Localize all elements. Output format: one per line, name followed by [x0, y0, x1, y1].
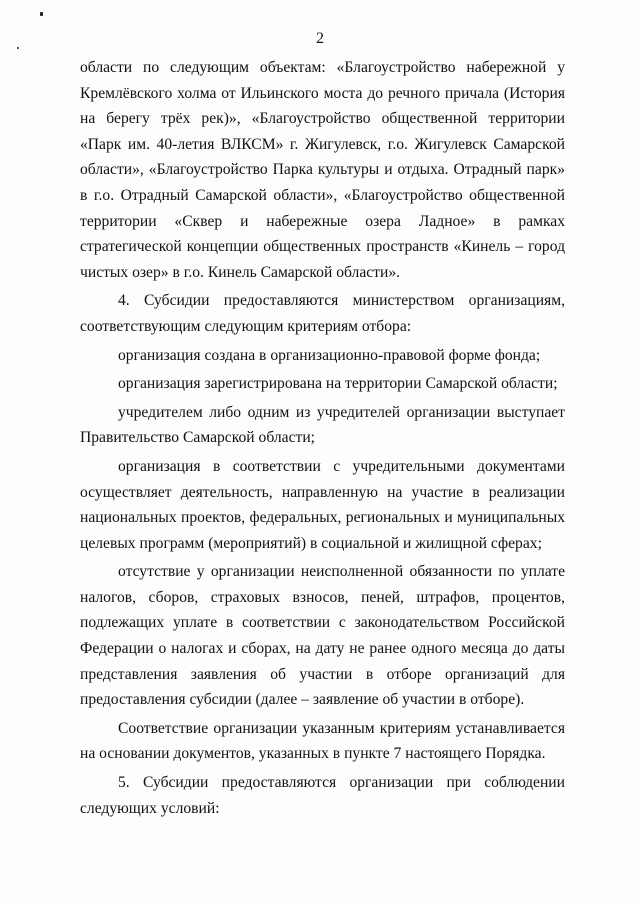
criterion-activity: организация в соответствии с учредительными документами осуществляет деятельность, направленную на участие в реализации национальных проектов, федеральных, региональных и муниципальных целевых программ (мероприятий) в социальной и жилищной сферах; [80, 457, 565, 552]
paragraph-criteria-confirmation: Соответствие организации указанным критериям устанавливается на основании документов, указанных в пункте 7 настоящего Порядка. [80, 719, 565, 763]
scan-speck [40, 12, 43, 16]
criterion-no-tax-debt: отсутствие у организации неисполненной обязанности по уплате налогов, сборов, страховых взносов, пеней, штрафов, процентов, подлежащих уплате в соответствии с законодательством Российской Федерации о налогах и сборах, на дату не ранее одного месяца до даты представления заявления об участии в отборе организаций для предоставления субсидии (далее – заявление об участии в отборе). [80, 563, 565, 709]
page-number: 2 [316, 30, 324, 47]
criterion-fund-form: организация создана в организационно-правовой форме фонда; [118, 346, 541, 364]
paragraph-objects-list: области по следующим объектам: «Благоустройство набережной у Кремлёвского холма от Ильинского моста до речного причала (История на берегу трёх рек)», «Благоустройство общественной территории «Парк им. 40-летия ВЛКСМ» г. Жигулевск, г.о. Жигулевск Самарской области», «Благоустройство Парка культуры и отдыха. Отрадный парк» в г.о. Отрадный Самарской области», «Благоустройство общественной территории «Сквер и набережные озера Ладное» в рамках стратегической концепции общественных пространств «Кинель – город чистых озер» в г.о. Кинель Самарской области». [80, 59, 565, 281]
document-body [80, 55, 565, 821]
paragraph-item-4: 4. Субсидии предоставляются министерством организациям, соответствующим следующим критериям отбора: [80, 292, 565, 335]
criterion-registered: организация зарегистрирована на территории Самарской области; [118, 375, 558, 393]
criterion-founder: учредителем либо одним из учредителей организации выступает Правительство Самарской области; [80, 403, 565, 447]
paragraph-item-5: 5. Субсидии предоставляются организации при соблюдении следующих условий: [80, 774, 565, 817]
